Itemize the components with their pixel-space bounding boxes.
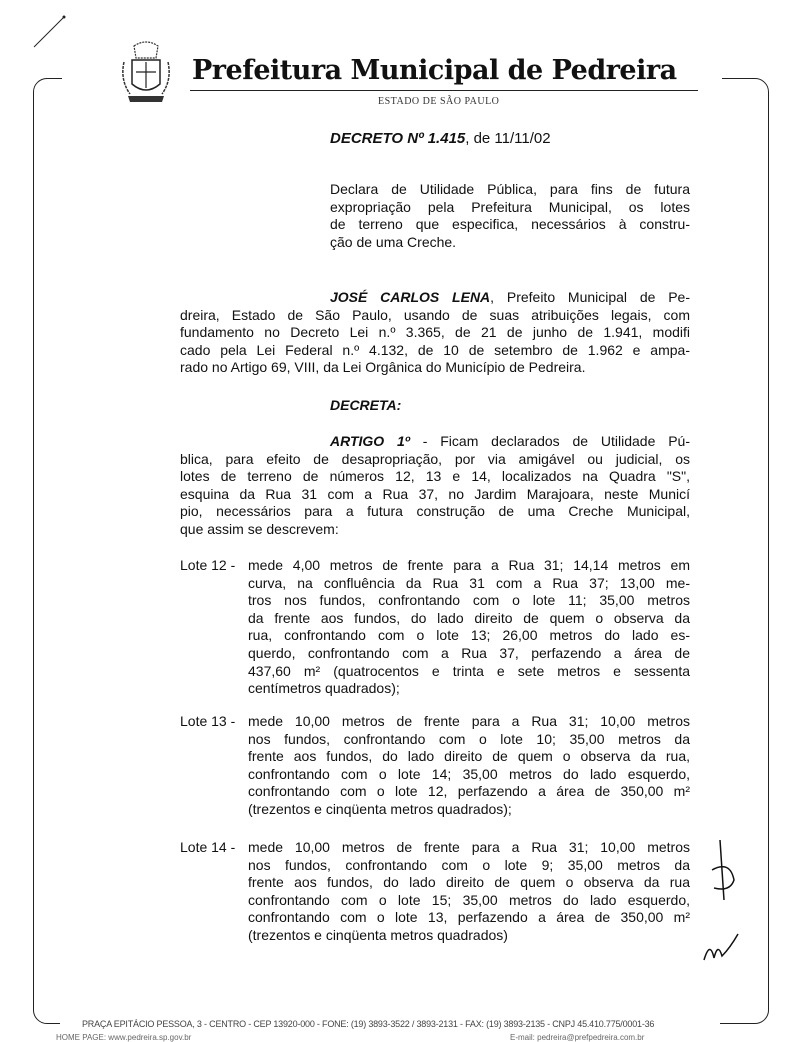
lote-14-label: Lote 14 - bbox=[180, 839, 236, 855]
decree-number: DECRETO Nº 1.415 bbox=[330, 130, 466, 147]
ementa-line: Declara de Utilidade Pública, para fins de futura bbox=[330, 181, 690, 197]
lote-12-label: Lote 12 - bbox=[180, 557, 236, 573]
ementa-line: de terreno que especifica, necessários à constru- bbox=[330, 216, 690, 233]
ementa-line: expropriação pela Prefeitura Municipal, os lotes bbox=[330, 198, 690, 215]
municipal-coat-of-arms-logo bbox=[118, 38, 174, 104]
lote-14-description: mede 10,00 metros de frente para a Rua 31; 10,00 metros nos fundos, confrontando com o lote 9; 35,00 metros da frente aos fundos, do lado direito de quem o observa da rua confrontando com o lote 15; 35,00 metros do lado esquerdo, confrontando com o lote 13, perfazendo a área de 350,00 m² (trezentos e cinqüenta metros quadrados) bbox=[248, 839, 690, 943]
decree-heading bbox=[330, 130, 551, 147]
lote-13-label: Lote 13 - bbox=[180, 713, 236, 729]
decreta-heading: DECRETA: bbox=[330, 397, 402, 413]
page-subtitle: ESTADO DE SÃO PAULO bbox=[378, 96, 500, 107]
article-label: ARTIGO 1º bbox=[330, 433, 410, 449]
title-rule bbox=[190, 90, 698, 91]
lote-12-description: mede 4,00 metros de frente para a Rua 31; 14,14 metros em curva, na confluência da Rua 31 com a Rua 37; 13,00 me- tros nos fundos, confrontando com o lote 11; 35,00 metros da frente aos fundos, do lado direito de quem o observa da rua, confrontando com o lote 13; 26,00 metros do lado es- querdo, confrontando com a Rua 37, perfazendo a área de 437,60 m² (quatrocentos e trinta e sete metros e sessenta centímetros quadrados); bbox=[248, 557, 690, 697]
article-1: ARTIGO 1º - Ficam declarados de Utilidade Pú- blica, para efeito de desapropriação, por via amigável ou judicial, os lotes de terreno de números 12, 13 e 14, localizados na Quadra "S", esquina da Rua 31 com a Rua 37, no Jardim Marajoara, neste Municí pio, necessários para a futura construção de uma Creche Municipal, que assim se descrevem: bbox=[180, 433, 690, 537]
ementa bbox=[330, 181, 690, 251]
footer-address: PRAÇA EPITÁCIO PESSOA, 3 - CENTRO - CEP 13920-000 - FONE: (19) 3893-3522 / 3893-2131 - FAX: (19) 3893-2135 - CNPJ 45.410.775/0001-36 bbox=[82, 1019, 655, 1029]
preamble-paragraph: JOSÉ CARLOS LENA, Prefeito Municipal de Pe- dreira, Estado de São Paulo, usando de suas atribuições legais, com fundamento no Decreto Lei n.º 3.365, de 21 de junho de 1.941, modifi cado pela Lei Federal n.º 4.132, de 10 de setembro de 1.962 e ampa- rado no Artigo 69, VIII, da Lei Orgânica do Município de Pedreira. bbox=[180, 289, 690, 376]
pen-stroke-mark bbox=[30, 14, 70, 54]
mayor-name: JOSÉ CARLOS LENA bbox=[330, 289, 491, 305]
lote-13-description: mede 10,00 metros de frente para a Rua 31; 10,00 metros nos fundos, confrontando com o lote 10; 35,00 metros da frente aos fundos, do lado direito de quem o observa da rua, confrontando com o lote 14; 35,00 metros do lado esquerdo, confrontando com o lote 12, perfazendo a área de 350,00 m² (trezentos e cinqüenta metros quadrados); bbox=[248, 713, 690, 817]
footer-homepage: HOME PAGE: www.pedreira.sp.gov.br bbox=[56, 1033, 192, 1042]
handwritten-initials-signature bbox=[700, 830, 750, 980]
footer-email: E-mail: pedreira@prefpedreira.com.br bbox=[510, 1033, 645, 1042]
ementa-line: ção de uma Creche. bbox=[330, 233, 457, 250]
decree-date: , de 11/11/02 bbox=[465, 130, 551, 147]
page-title: Prefeitura Municipal de Pedreira bbox=[192, 55, 677, 86]
